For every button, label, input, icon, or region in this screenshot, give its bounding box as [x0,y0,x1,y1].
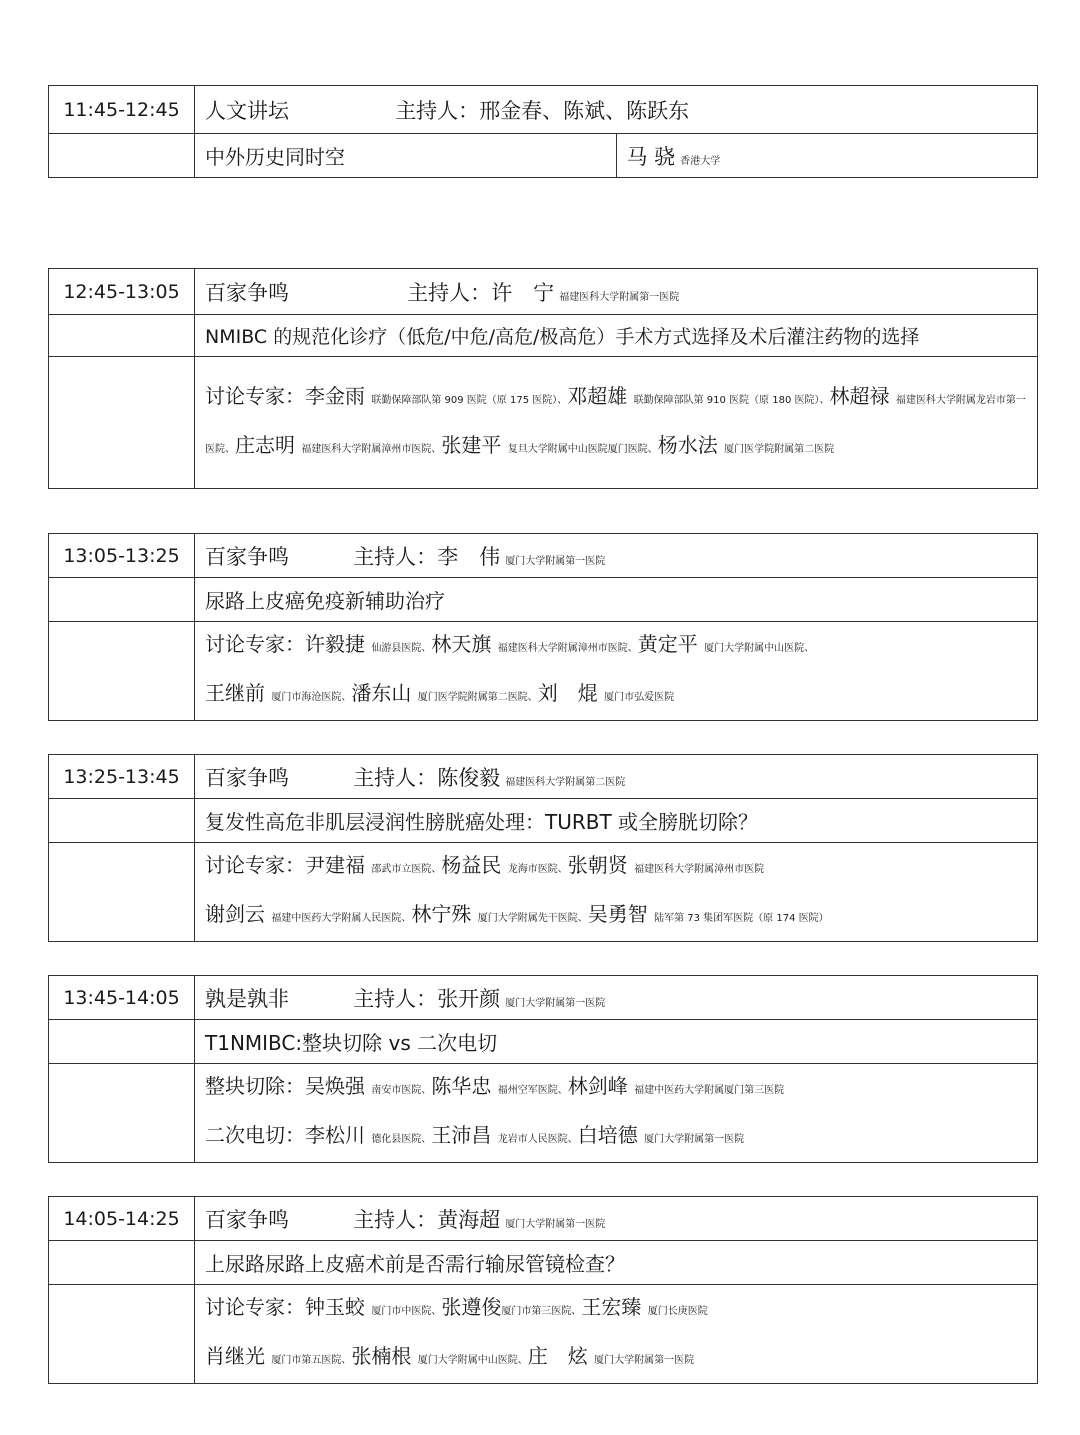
session-table-4 [48,754,1038,942]
expert-name: 李金雨 [305,383,365,408]
expert-name: 张遵俊 [441,1295,502,1319]
expert-name: 黄定平 [637,632,698,656]
host-label: 主持人： [395,98,480,123]
session-table-5 [48,975,1038,1163]
host-org: 厦门大学附属第一医院 [505,997,606,1009]
expert-org: 邵武市立医院、 [371,864,442,875]
session-header [195,269,1038,315]
experts-cell [195,357,1038,489]
expert-org: 福建中医药大学附属厦门第三医院 [634,1085,785,1096]
expert-org: 厦门大学附属先干医院、 [477,913,588,924]
session-title: 百家争鸣 [205,765,289,790]
speaker-org: 香港大学 [680,155,721,167]
host-name: 张开颜 [437,986,501,1011]
host-name: 李 伟 [437,544,501,569]
empty-time-cell [49,134,195,178]
host-org: 福建医科大学附属第一医院 [559,291,680,303]
experts-cell [195,1064,1038,1163]
expert-name: 庄志明 [235,432,295,457]
host-org: 福建医科大学附属第二医院 [505,776,626,788]
expert-org: 厦门大学附属第一医院 [644,1134,745,1145]
session-header [195,534,1038,578]
experts-line [205,1334,1027,1383]
expert-org: 厦门大学附属中山医院、 [417,1355,528,1366]
expert-org: 厦门大学附属中山医院、 [704,643,815,654]
session-topic: 尿路上皮癌免疫新辅助治疗 [195,578,1038,622]
experts-cell [195,622,1038,721]
expert-name: 林宁殊 [411,902,472,926]
session-topic: 复发性高危非肌层浸润性膀胱癌处理：TURBT 或全膀胱切除？ [195,799,1038,843]
expert-name: 林超禄 [829,383,890,408]
expert-name: 肖继光 [205,1344,265,1368]
session-time: 13:45-14:05 [49,976,195,1020]
expert-org: 福建医科大学附属漳州市医院 [634,864,765,875]
experts-label: 讨论专家： [205,853,305,877]
host-label: 主持人： [353,544,438,569]
session-header [195,755,1038,799]
expert-org: 厦门市第五医院、 [271,1355,352,1366]
expert-org: 联勤保障部队第 910 医院（原 180 医院）、 [633,394,830,406]
host-label: 主持人： [353,765,438,790]
expert-name: 白培德 [577,1123,638,1147]
expert-name: 钟玉蛟 [305,1295,365,1319]
empty-time-cell [49,357,195,489]
host-org: 厦门大学附属第一医院 [505,555,606,567]
expert-org: 仙游县医院、 [371,643,432,654]
expert-name: 王沛昌 [431,1123,492,1147]
expert-name: 林剑峰 [567,1074,628,1098]
expert-name: 杨益民 [441,853,502,877]
expert-name: 尹建福 [305,853,365,877]
expert-org: 南安市医院、 [371,1085,432,1096]
expert-org: 复旦大学附属中山医院厦门医院、 [507,443,658,455]
expert-org: 联勤保障部队第 909 医院（原 175 医院）、 [371,394,568,406]
session-header [195,86,1038,134]
expert-name: 许毅捷 [305,632,365,656]
host-label: 主持人： [353,986,438,1011]
expert-org: 福州空军医院、 [497,1085,568,1096]
group-line-2 [205,1113,1027,1162]
session-title: 人文讲坛 [205,98,289,123]
expert-name: 陈华忠 [431,1074,492,1098]
session-title: 孰是孰非 [205,986,289,1011]
session-title: 百家争鸣 [205,1207,289,1232]
expert-org: 厦门长庚医院 [647,1306,708,1317]
expert-org: 福建医科大学附属漳州市医院、 [497,643,638,654]
session-time: 11:45-12:45 [49,86,195,134]
experts-label: 讨论专家： [205,383,305,408]
host-name: 邢金春、陈斌、陈跃东 [479,98,690,123]
expert-name: 谢剑云 [205,902,265,926]
empty-time-cell [49,1020,195,1064]
empty-time-cell [49,315,195,357]
speaker-cell [616,134,1038,178]
empty-time-cell [49,578,195,622]
session-header [195,1197,1038,1241]
host-org: 厦门大学附属第一医院 [505,1218,606,1230]
expert-org: 福建医科大学附属龙岩市第一医院、 [205,394,1026,455]
host-name: 许 宁 [491,280,555,305]
empty-time-cell [49,1285,195,1384]
group-label: 整块切除： [205,1074,305,1098]
expert-name: 王宏臻 [581,1295,642,1319]
expert-org: 福建中医药大学附属人民医院、 [271,913,412,924]
session-table-2 [48,268,1038,489]
group-line-1 [205,1064,1027,1113]
session-time: 14:05-14:25 [49,1197,195,1241]
expert-org: 厦门医学院附属第二医院 [724,443,835,455]
session-topic: 中外历史同时空 [195,134,617,178]
experts-line [205,892,1027,941]
expert-org: 龙岩市人民医院、 [497,1134,578,1145]
session-title: 百家争鸣 [205,544,289,569]
experts-label: 讨论专家： [205,1295,305,1319]
expert-name: 刘 焜 [537,681,598,705]
expert-name: 杨水法 [657,432,718,457]
expert-org: 龙海市医院、 [507,864,568,875]
expert-name: 邓超雄 [567,383,628,408]
session-table-3 [48,533,1038,721]
empty-time-cell [49,1064,195,1163]
experts-cell [195,1285,1038,1384]
expert-name: 林天旗 [431,632,492,656]
empty-time-cell [49,799,195,843]
expert-org: 厦门市第三医院、 [501,1306,582,1317]
expert-name: 张建平 [441,432,502,457]
expert-name: 李松川 [305,1123,365,1147]
expert-org: 陆军第 73 集团军医院（原 174 医院） [654,913,829,924]
session-time: 13:25-13:45 [49,755,195,799]
expert-org: 厦门医学院附属第二医院、 [417,692,538,703]
session-header [195,976,1038,1020]
session-table-6 [48,1196,1038,1384]
expert-name: 张朝贤 [567,853,628,877]
experts-line [205,622,1027,671]
expert-org: 厦门市弘爱医院 [604,692,675,703]
expert-name: 张楠根 [351,1344,412,1368]
expert-name: 王继前 [205,681,265,705]
expert-org: 厦门市海沧医院、 [271,692,352,703]
experts-line [205,843,1027,892]
expert-name: 吴焕强 [305,1074,365,1098]
experts-label: 讨论专家： [205,632,305,656]
session-title: 百家争鸣 [205,280,289,305]
group-label: 二次电切： [205,1123,305,1147]
experts-line [205,671,1027,720]
session-topic: 上尿路尿路上皮癌术前是否需行输尿管镜检查？ [195,1241,1038,1285]
host-name: 黄海超 [437,1207,501,1232]
expert-name: 潘东山 [351,681,412,705]
experts-cell [195,843,1038,942]
session-topic: T1NMIBC:整块切除 vs 二次电切 [195,1020,1038,1064]
expert-name: 庄 炫 [527,1344,588,1368]
session-table-1 [48,85,1038,178]
session-topic: NMIBC 的规范化诊疗（低危/中危/高危/极高危）手术方式选择及术后灌注药物的选择 [195,315,1038,357]
expert-org: 福建医科大学附属漳州市医院、 [301,443,442,455]
speaker-name: 马 骁 [626,144,676,169]
empty-time-cell [49,622,195,721]
session-time: 12:45-13:05 [49,269,195,315]
host-label: 主持人： [407,280,492,305]
experts-line [205,1285,1027,1334]
expert-org: 厦门市中医院、 [371,1306,442,1317]
empty-time-cell [49,843,195,942]
host-label: 主持人： [353,1207,438,1232]
session-time: 13:05-13:25 [49,534,195,578]
expert-org: 厦门大学附属第一医院 [594,1355,695,1366]
host-name: 陈俊毅 [437,765,501,790]
expert-org: 德化县医院、 [371,1134,432,1145]
empty-time-cell [49,1241,195,1285]
expert-name: 吴勇智 [587,902,648,926]
